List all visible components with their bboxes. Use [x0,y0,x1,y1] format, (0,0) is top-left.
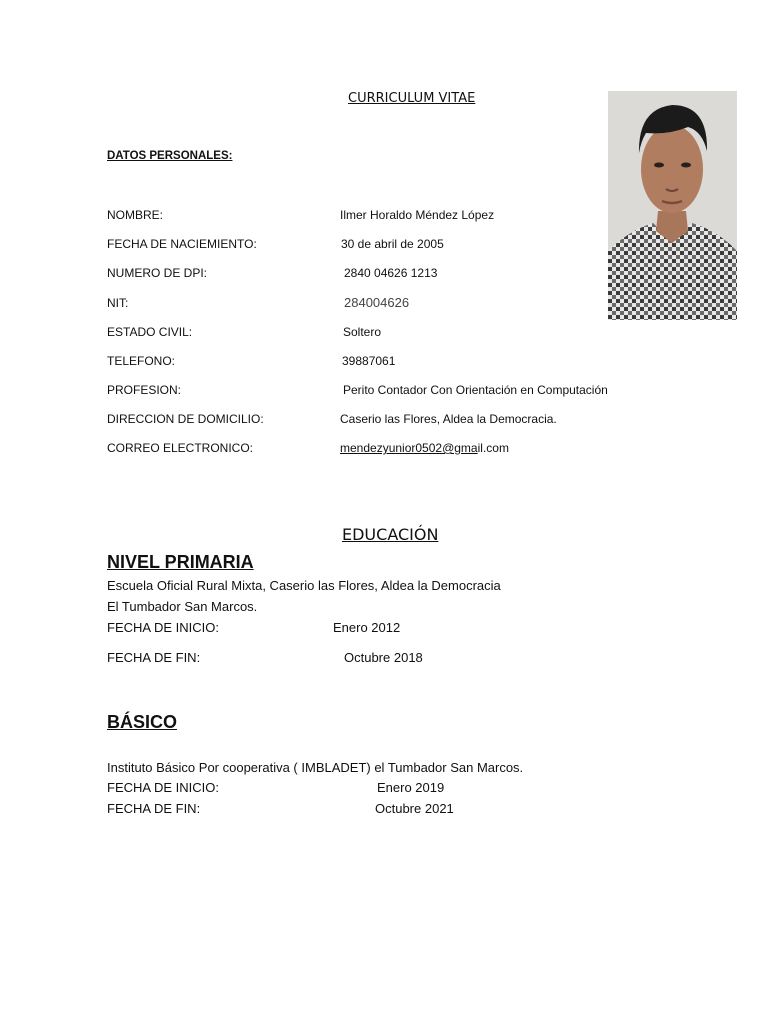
basic-school-line-1: Instituto Básico Por cooperativa ( IMBLADET) el Tumbador San Marcos. [107,760,524,775]
address-value: Caserio las Flores, Aldea la Democracia. [340,412,557,426]
profession-label: PROFESION: [107,383,182,397]
primary-level-heading: NIVEL PRIMARIA [107,552,254,572]
basic-start-label: FECHA DE INICIO: [107,780,219,795]
profession-value: Perito Contador Con Orientación en Computación [343,383,608,397]
document-title: CURRICULUM VITAE [348,91,476,106]
email-label: CORREO ELECTRONICO: [107,441,254,455]
basic-end-label: FECHA DE FIN: [107,801,201,816]
birthdate-label: FECHA DE NACIEMIENTO: [107,237,257,251]
primary-start-label: FECHA DE INICIO: [107,620,219,635]
education-heading: EDUCACIÓN [342,525,439,544]
dpi-label: NUMERO DE DPI: [107,266,208,280]
address-label: DIRECCION DE DOMICILIO: [107,412,264,426]
birthdate-value: 30 de abril de 2005 [341,237,444,251]
basic-end-value: Octubre 2021 [375,801,454,816]
primary-school-line-2: El Tumbador San Marcos. [107,599,258,614]
nit-label: NIT: [107,296,129,310]
email-domain: il.com [477,441,509,455]
email-value[interactable] [340,441,509,455]
basic-start-value: Enero 2019 [377,780,445,795]
email-link[interactable]: mendezyunior0502@gma [340,441,478,455]
primary-end-label: FECHA DE FIN: [107,650,201,665]
basic-level-heading: BÁSICO [107,712,178,732]
civil-status-value: Soltero [343,325,382,339]
dpi-value: 2840 04626 1213 [344,266,438,280]
phone-value: 39887061 [342,354,396,368]
profile-photo [608,91,737,320]
phone-label: TELEFONO: [107,354,176,368]
primary-start-value: Enero 2012 [333,620,401,635]
nit-value: 284004626 [344,295,410,310]
primary-school-line-1: Escuela Oficial Rural Mixta, Caserio las Flores, Aldea la Democracia [107,578,501,593]
civil-status-label: ESTADO CIVIL: [107,325,193,339]
name-label: NOMBRE: [107,208,164,222]
personal-data-heading: DATOS PERSONALES: [107,150,233,162]
name-value: Ilmer Horaldo Méndez López [340,208,495,222]
primary-end-value: Octubre 2018 [344,650,423,665]
